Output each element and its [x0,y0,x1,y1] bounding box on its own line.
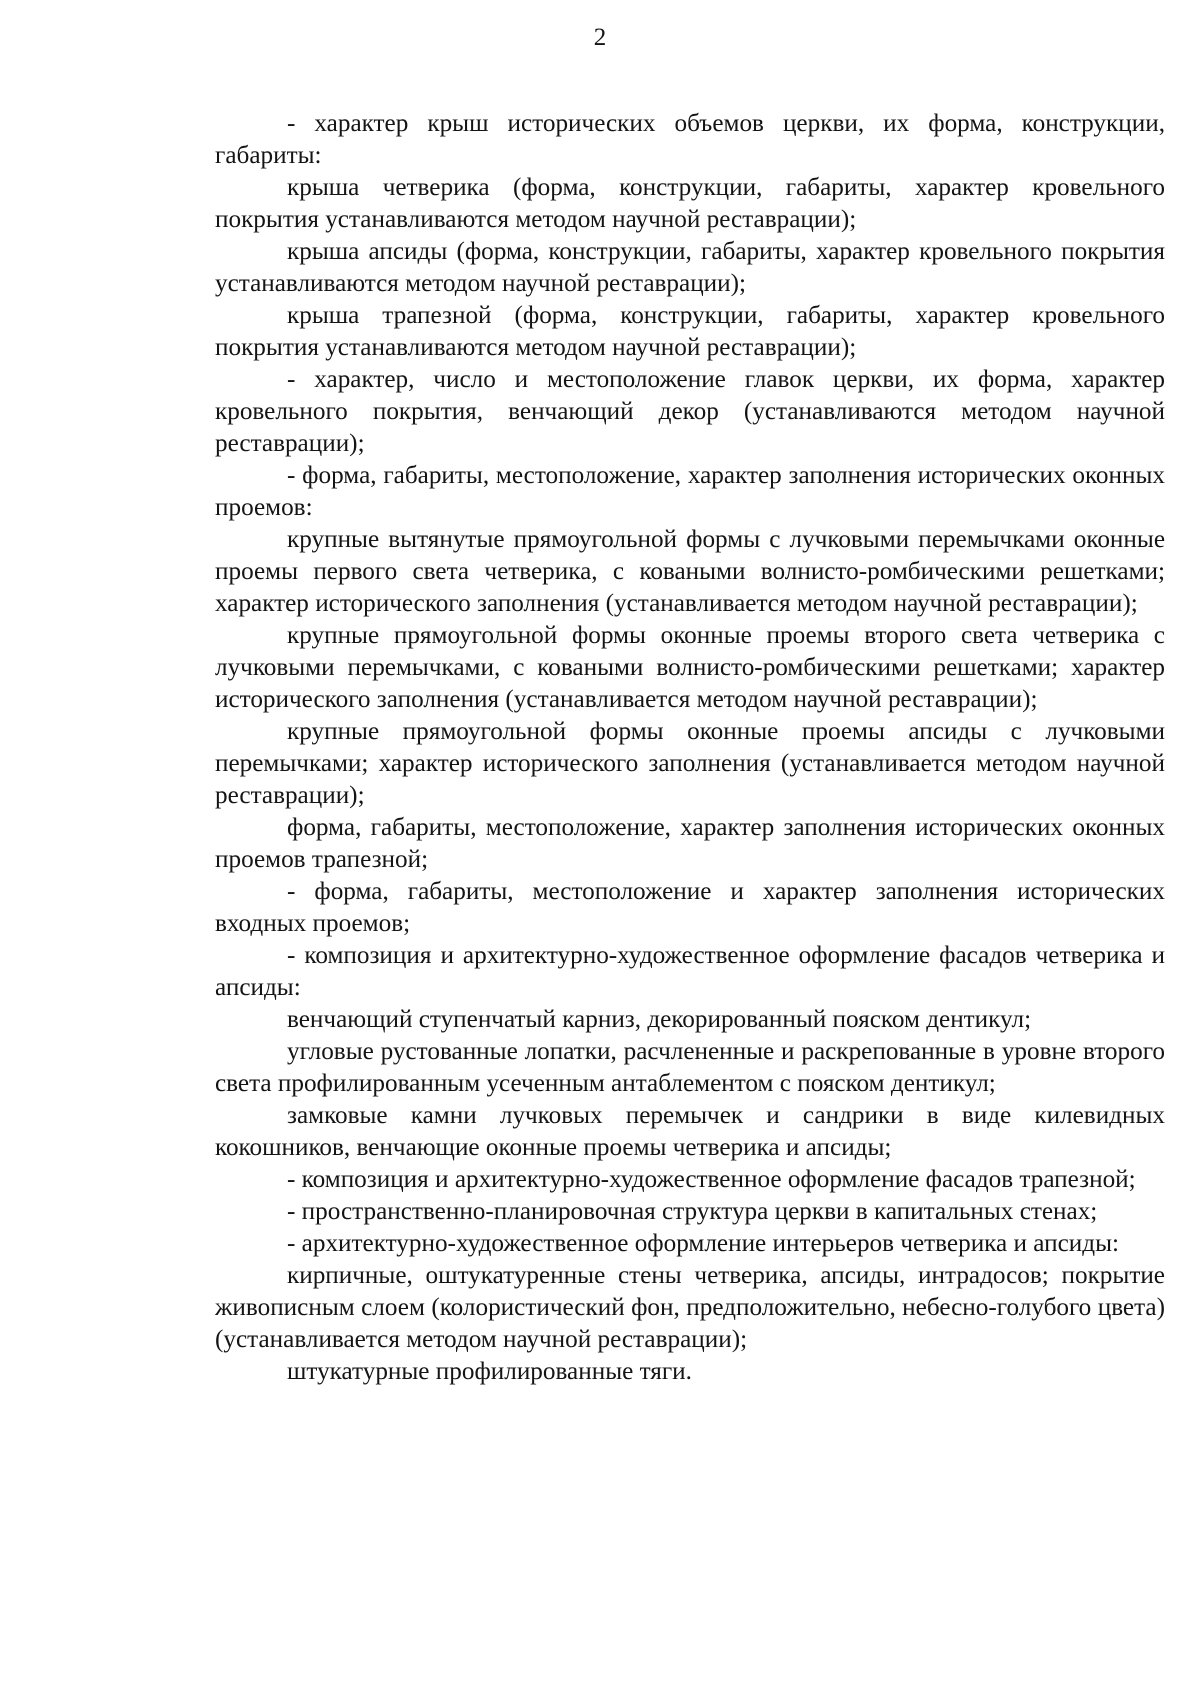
paragraph-facade-composition: - композиция и архитектурно-художественное оформление фасадов четверика и апсиды: [215,942,1165,1001]
paragraph-window-openings: - форма, габариты, местоположение, характер заполнения исторических оконных проемов: [215,462,1165,521]
paragraph-chetverik-roof: крыша четверика (форма, конструкции, габариты, характер кровельного покрытия устанавливаются методом научной реставрации); [215,174,1165,233]
paragraph-second-light-windows: крупные прямоугольной формы оконные проемы второго света четверика с лучковыми перемычками, с коваными волнисто-ромбическими решетками; характер исторического заполнения (устанавливается методом научной реставрации); [215,622,1165,713]
paragraph-roof-characteristics: - характер крыш исторических объемов церкви, их форма, конструкции, габариты: [215,110,1165,169]
paragraph-entrance-openings: - форма, габариты, местоположение и характер заполнения исторических входных проемов; [215,878,1165,937]
page-number: 2 [593,24,607,51]
paragraph-domes: - характер, число и местоположение главок церкви, их форма, характер кровельного покрытия, венчающий декор (устанавливаются методом научной реставрации); [215,366,1165,457]
paragraph-apse-roof: крыша апсиды (форма, конструкции, габариты, характер кровельного покрытия устанавливаются методом научной реставрации); [215,238,1165,297]
paragraph-refectory-windows: форма, габариты, местоположение, характер заполнения исторических оконных проемов трапезной; [215,814,1165,873]
paragraph-refectory-roof: крыша трапезной (форма, конструкции, габариты, характер кровельного покрытия устанавливаются методом научной реставрации); [215,302,1165,361]
paragraph-keystones: замковые камни лучковых перемычек и сандрики в виде килевидных кокошников, венчающие оконные проемы четверика и апсиды; [215,1102,1165,1161]
paragraph-planning-structure: - пространственно-планировочная структура церкви в капитальных стенах; [287,1198,1098,1225]
paragraph-apse-windows: крупные прямоугольной формы оконные проемы апсиды с лучковыми перемычками; характер исторического заполнения (устанавливается методом научной реставрации); [215,718,1165,809]
paragraph-refectory-facades: - композиция и архитектурно-художественное оформление фасадов трапезной; [287,1166,1136,1193]
paragraph-plaster-mouldings: штукатурные профилированные тяги. [287,1358,692,1385]
paragraph-cornice: венчающий ступенчатый карниз, декорированный пояском дентикул; [287,1006,1032,1033]
paragraph-interiors: - архитектурно-художественное оформление интерьеров четверика и апсиды: [287,1230,1119,1257]
paragraph-corner-pilasters: угловые рустованные лопатки, расчлененные и раскрепованные в уровне второго света профилированным усеченным антаблементом с пояском дентикул; [215,1038,1165,1097]
document-body [215,108,1165,1388]
paragraph-first-light-windows: крупные вытянутые прямоугольной формы с лучковыми перемычками оконные проемы первого света четверика, с коваными волнисто-ромбическими решетками; характер исторического заполнения (устанавливается методом научной реставрации); [215,526,1165,617]
paragraph-walls: кирпичные, оштукатуренные стены четверика, апсиды, интрадосов; покрытие живописным слоем (колористический фон, предположительно, небесно-голубого цвета) (устанавливается методом научной реставрации); [215,1262,1165,1353]
